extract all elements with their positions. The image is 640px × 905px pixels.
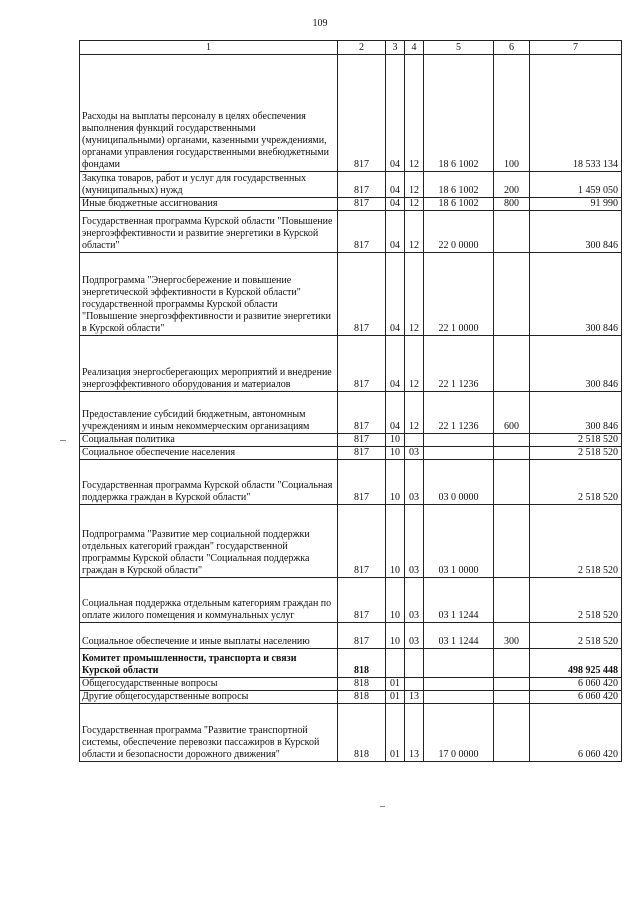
row-name: Государственная программа Курской области "Социальная поддержка граждан в Курской области" bbox=[80, 460, 338, 505]
row-target-article: 22 0 0000 bbox=[424, 211, 494, 253]
row-subsection bbox=[405, 649, 424, 678]
row-expense-type bbox=[494, 691, 530, 704]
row-subsection: 13 bbox=[405, 691, 424, 704]
row-name: Общегосударственные вопросы bbox=[80, 678, 338, 691]
row-section: 01 bbox=[386, 704, 405, 762]
col-number-2: 2 bbox=[338, 41, 386, 55]
row-name: Социальная поддержка отдельным категориям граждан по оплате жилого помещения и коммунальных услуг bbox=[80, 578, 338, 623]
row-target-article: 17 0 0000 bbox=[424, 704, 494, 762]
row-expense-type: 300 bbox=[494, 623, 530, 649]
table-row bbox=[80, 55, 622, 172]
table-row bbox=[80, 447, 622, 460]
row-admin-code: 818 bbox=[338, 678, 386, 691]
row-admin-code: 817 bbox=[338, 623, 386, 649]
row-expense-type bbox=[494, 336, 530, 392]
row-amount: 300 846 bbox=[530, 253, 622, 336]
row-amount: 2 518 520 bbox=[530, 447, 622, 460]
col-number-5: 5 bbox=[424, 41, 494, 55]
row-admin-code: 818 bbox=[338, 704, 386, 762]
row-target-article bbox=[424, 678, 494, 691]
row-subsection bbox=[405, 678, 424, 691]
row-name: Социальное обеспечение и иные выплаты населению bbox=[80, 623, 338, 649]
row-target-article: 18 6 1002 bbox=[424, 172, 494, 198]
row-admin-code: 817 bbox=[338, 55, 386, 172]
row-expense-type bbox=[494, 434, 530, 447]
row-admin-code: 817 bbox=[338, 198, 386, 211]
row-name: Иные бюджетные ассигнования bbox=[80, 198, 338, 211]
row-section bbox=[386, 649, 405, 678]
row-target-article: 03 1 0000 bbox=[424, 505, 494, 578]
budget-table bbox=[79, 40, 622, 762]
row-section: 01 bbox=[386, 691, 405, 704]
table-row bbox=[80, 392, 622, 434]
row-subsection bbox=[405, 434, 424, 447]
row-name: Государственная программа "Развитие транспортной системы, обеспечение перевозки пассажиров в Курской области и безопасности дорожного движения" bbox=[80, 704, 338, 762]
row-section: 04 bbox=[386, 336, 405, 392]
row-amount: 6 060 420 bbox=[530, 678, 622, 691]
row-name: Подпрограмма "Энергосбережение и повышение энергетической эффективности в Курской области" государственной программы Курской области "Повышение энергоэффективности и развитие энергетики в Курской области" bbox=[80, 253, 338, 336]
row-admin-code: 817 bbox=[338, 447, 386, 460]
table-row bbox=[80, 253, 622, 336]
row-subsection: 12 bbox=[405, 55, 424, 172]
table-row bbox=[80, 505, 622, 578]
row-subsection: 12 bbox=[405, 198, 424, 211]
col-number-1: 1 bbox=[80, 41, 338, 55]
row-expense-type bbox=[494, 505, 530, 578]
row-name: Социальное обеспечение населения bbox=[80, 447, 338, 460]
row-name: Другие общегосударственные вопросы bbox=[80, 691, 338, 704]
row-amount: 300 846 bbox=[530, 211, 622, 253]
row-name: Подпрограмма "Развитие мер социальной поддержки отдельных категорий граждан" государственной программы Курской области "Социальная поддержка граждан в Курской области" bbox=[80, 505, 338, 578]
row-expense-type bbox=[494, 460, 530, 505]
row-section: 10 bbox=[386, 434, 405, 447]
row-expense-type: 200 bbox=[494, 172, 530, 198]
row-subsection: 03 bbox=[405, 447, 424, 460]
row-name: Государственная программа Курской области "Повышение энергоэффективности и развитие энергетики в Курской области" bbox=[80, 211, 338, 253]
row-section: 10 bbox=[386, 505, 405, 578]
row-target-article: 22 1 0000 bbox=[424, 253, 494, 336]
row-target-article bbox=[424, 447, 494, 460]
table-row bbox=[80, 434, 622, 447]
row-expense-type bbox=[494, 211, 530, 253]
table-row bbox=[80, 198, 622, 211]
col-number-6: 6 bbox=[494, 41, 530, 55]
row-section: 04 bbox=[386, 55, 405, 172]
row-subsection: 12 bbox=[405, 392, 424, 434]
row-admin-code: 817 bbox=[338, 253, 386, 336]
row-target-article bbox=[424, 434, 494, 447]
row-admin-code: 817 bbox=[338, 172, 386, 198]
row-subsection: 03 bbox=[405, 505, 424, 578]
row-target-article bbox=[424, 649, 494, 678]
col-number-4: 4 bbox=[405, 41, 424, 55]
row-name: Закупка товаров, работ и услуг для государственных (муниципальных) нужд bbox=[80, 172, 338, 198]
row-amount: 18 533 134 bbox=[530, 55, 622, 172]
row-section: 04 bbox=[386, 198, 405, 211]
row-subsection: 03 bbox=[405, 578, 424, 623]
row-amount: 498 925 448 bbox=[530, 649, 622, 678]
row-subsection: 03 bbox=[405, 460, 424, 505]
row-name: Социальная политика bbox=[80, 434, 338, 447]
row-amount: 2 518 520 bbox=[530, 623, 622, 649]
row-expense-type: 100 bbox=[494, 55, 530, 172]
row-admin-code: 817 bbox=[338, 434, 386, 447]
row-amount: 2 518 520 bbox=[530, 505, 622, 578]
row-target-article bbox=[424, 691, 494, 704]
table-row bbox=[80, 691, 622, 704]
row-name: Реализация энергосберегающих мероприятий и внедрение энергоэффективного оборудования и материалов bbox=[80, 336, 338, 392]
row-expense-type bbox=[494, 578, 530, 623]
row-target-article: 18 6 1002 bbox=[424, 55, 494, 172]
row-amount: 6 060 420 bbox=[530, 691, 622, 704]
row-section: 10 bbox=[386, 460, 405, 505]
row-admin-code: 817 bbox=[338, 578, 386, 623]
row-expense-type bbox=[494, 649, 530, 678]
row-amount: 2 518 520 bbox=[530, 460, 622, 505]
row-amount: 300 846 bbox=[530, 392, 622, 434]
column-number-row bbox=[80, 41, 622, 55]
scan-mark-left bbox=[60, 440, 66, 441]
row-section: 10 bbox=[386, 447, 405, 460]
row-subsection: 12 bbox=[405, 336, 424, 392]
row-name: Расходы на выплаты персоналу в целях обеспечения выполнения функций государственными (муниципальными) органами, казенными учреждениями, органами управления государственными внебюджетными фондами bbox=[80, 55, 338, 172]
row-target-article: 03 1 1244 bbox=[424, 623, 494, 649]
col-number-7: 7 bbox=[530, 41, 622, 55]
row-target-article: 03 0 0000 bbox=[424, 460, 494, 505]
table-row bbox=[80, 649, 622, 678]
row-amount: 2 518 520 bbox=[530, 434, 622, 447]
table-body bbox=[80, 41, 622, 762]
row-target-article: 22 1 1236 bbox=[424, 336, 494, 392]
row-admin-code: 817 bbox=[338, 505, 386, 578]
table-row bbox=[80, 336, 622, 392]
table-row bbox=[80, 704, 622, 762]
row-amount: 300 846 bbox=[530, 336, 622, 392]
table-row bbox=[80, 460, 622, 505]
row-subsection: 12 bbox=[405, 253, 424, 336]
row-amount: 1 459 050 bbox=[530, 172, 622, 198]
row-name: Предоставление субсидий бюджетным, автономным учреждениям и иным некоммерческим организациям bbox=[80, 392, 338, 434]
row-admin-code: 817 bbox=[338, 336, 386, 392]
row-admin-code: 818 bbox=[338, 649, 386, 678]
row-subsection: 12 bbox=[405, 172, 424, 198]
row-expense-type bbox=[494, 704, 530, 762]
row-section: 10 bbox=[386, 623, 405, 649]
row-target-article: 03 1 1244 bbox=[424, 578, 494, 623]
row-subsection: 03 bbox=[405, 623, 424, 649]
table-row bbox=[80, 623, 622, 649]
row-section: 04 bbox=[386, 253, 405, 336]
row-section: 10 bbox=[386, 578, 405, 623]
row-expense-type: 800 bbox=[494, 198, 530, 211]
row-name: Комитет промышленности, транспорта и связи Курской области bbox=[80, 649, 338, 678]
row-expense-type bbox=[494, 447, 530, 460]
page-number: 109 bbox=[312, 18, 328, 29]
row-admin-code: 818 bbox=[338, 691, 386, 704]
table-row bbox=[80, 678, 622, 691]
row-section: 04 bbox=[386, 211, 405, 253]
row-subsection: 13 bbox=[405, 704, 424, 762]
row-admin-code: 817 bbox=[338, 211, 386, 253]
row-section: 04 bbox=[386, 392, 405, 434]
row-expense-type bbox=[494, 253, 530, 336]
table-row bbox=[80, 172, 622, 198]
row-admin-code: 817 bbox=[338, 392, 386, 434]
row-amount: 6 060 420 bbox=[530, 704, 622, 762]
row-target-article: 18 6 1002 bbox=[424, 198, 494, 211]
row-subsection: 12 bbox=[405, 211, 424, 253]
row-expense-type bbox=[494, 678, 530, 691]
row-expense-type: 600 bbox=[494, 392, 530, 434]
row-amount: 91 990 bbox=[530, 198, 622, 211]
table-row bbox=[80, 578, 622, 623]
col-number-3: 3 bbox=[386, 41, 405, 55]
scan-mark-bottom bbox=[380, 806, 385, 807]
row-admin-code: 817 bbox=[338, 460, 386, 505]
row-section: 01 bbox=[386, 678, 405, 691]
row-target-article: 22 1 1236 bbox=[424, 392, 494, 434]
row-amount: 2 518 520 bbox=[530, 578, 622, 623]
row-section: 04 bbox=[386, 172, 405, 198]
table-row bbox=[80, 211, 622, 253]
